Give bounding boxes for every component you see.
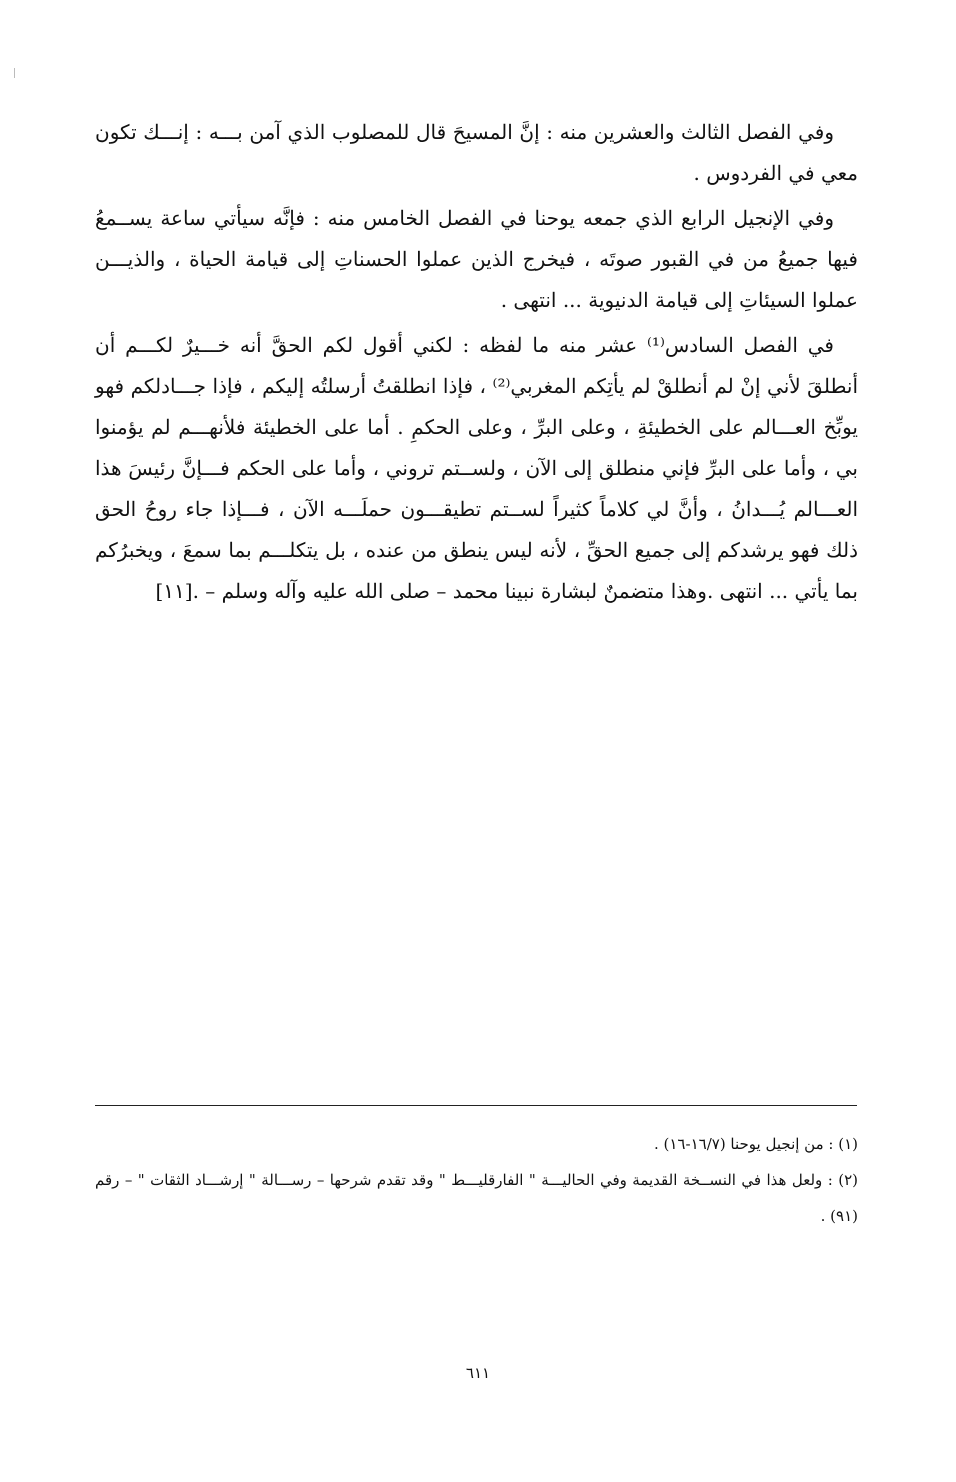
scan-mark <box>14 68 19 78</box>
footnote-divider <box>95 1105 857 1106</box>
footnote-1: (١) : من إنجيل يوحنا (١٦/٧-١٦) . <box>653 1135 858 1153</box>
page-number: ٦١١ <box>465 1364 491 1382</box>
footnote-2: (٢) : ولعل هذا في النســخة القديمة وفي الحاليـــة " الفارقليـــط " وقد تقدم شرحها – رســـالة " إرشـــاد الثقات " – رقم (٩١) . <box>95 1171 858 1225</box>
paragraph-3: في الفصل السادس⁽¹⁾ عشر منه ما لفظه : لكني أقول لكم الحقَّ أنه خـــيرٌ لكـــم أن أنطلقَ لأني إنْ لم أنطلقْ لم يأتِكم المغربي⁽²⁾ ، فإذا انطلقتُ أرسلتُه إليكم ، فإذا جـــادلكم فهو يوبِّخ العـــالم على الخطيئةِ ، وعلى البرِّ ، وعلى الحكمِ . أما على الخطيئة فلأنهـــم لم يؤمنوا بي ، وأما على البرِّ فإني منطلق إلى الآن ، ولســتم تروني ، وأما على الحكم فـــإنَّ رئيسَ هذا العـــالم يُـــدانُ ، وأنَّ لي كلاماً كثيراً لســتم تطيقـــون حملَـــه الآن ، فـــإذا جاء روحُ الحق ذلك فهو يرشدكم إلى جميع الحقِّ ، لأنه ليس ينطق من عنده ، بل يتكلـــم بما سمعَ ، ويخبرُكم بما يأتي ... انتهى .وهذا متضمنٌ لبشارة نبينا محمد – صلى الله عليه وآله وسلم – .[١١] <box>95 333 859 603</box>
main-text <box>95 112 858 616</box>
paragraph-1: وفي الفصل الثالث والعشرين منه : إنَّ المسيحَ قال للمصلوب الذي آمن بـــه : إنـــك تكون معي في الفردوس . <box>95 120 858 185</box>
paragraph-2: وفي الإنجيل الرابع الذي جمعه يوحنا في الفصل الخامس منه : فإنَّه سيأتي ساعة يســمعُ فيها جميعُ من في القبور صوتَه ، فيخرج الذين عملوا الحسناتِ إلى قيامة الحياة ، والذيـــن عملوا السيئاتِ إلى قيامة الدنيوية ... انتهى . <box>95 206 858 312</box>
footnotes <box>95 1126 858 1234</box>
